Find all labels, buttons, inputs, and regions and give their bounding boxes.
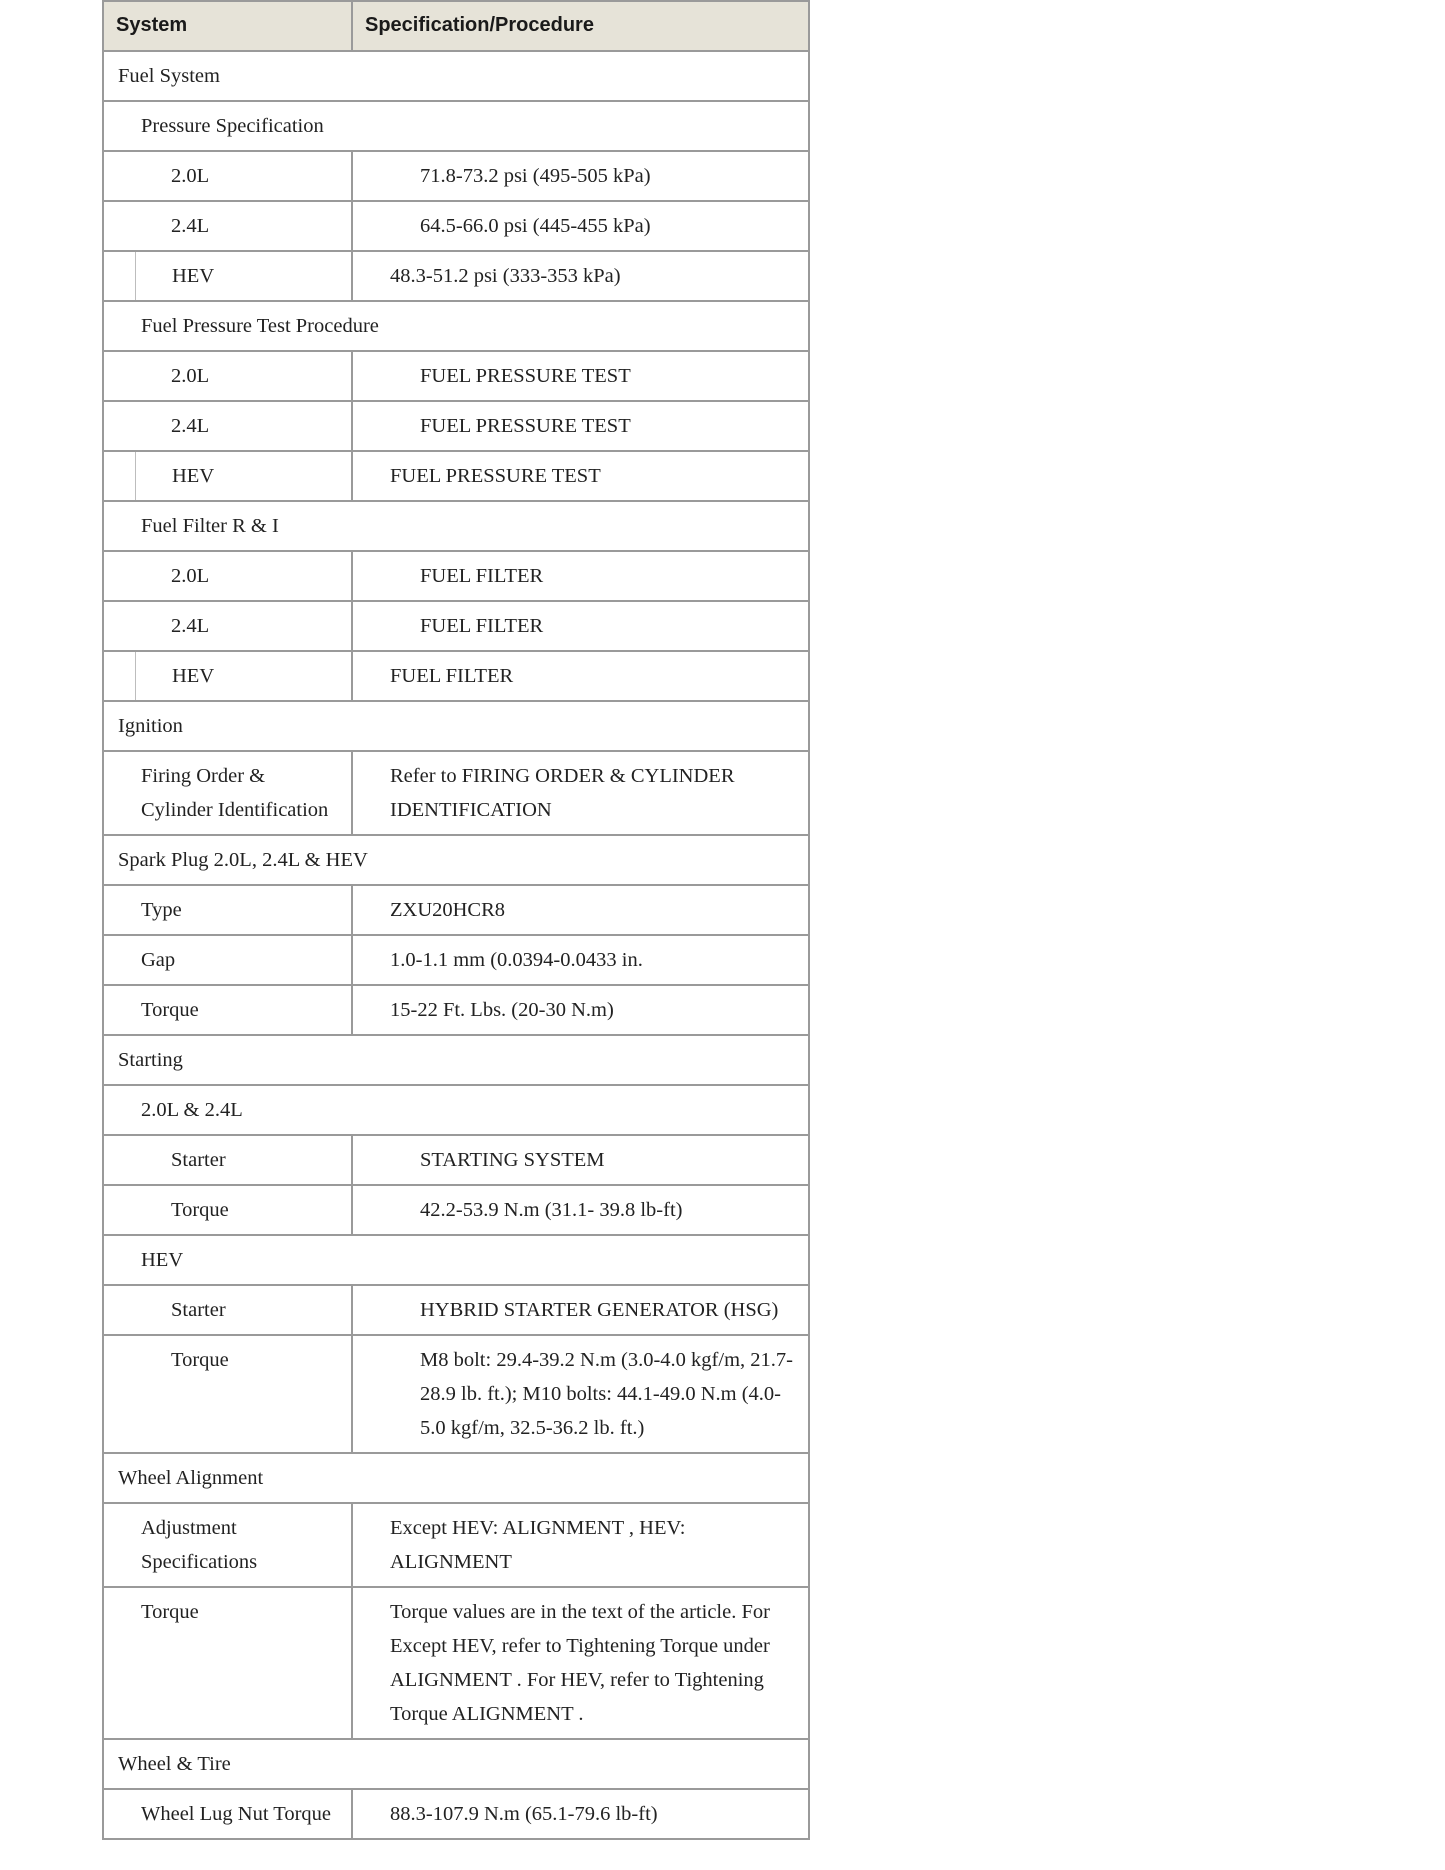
section-label: Ignition (103, 701, 809, 751)
system-label: 2.4L (103, 401, 352, 451)
table-row (103, 551, 809, 601)
system-label: Wheel Lug Nut Torque (103, 1789, 352, 1839)
table-row (103, 201, 809, 251)
spec-value: FUEL PRESSURE TEST (352, 401, 809, 451)
table-row (103, 1285, 809, 1335)
system-label: Starter (103, 1285, 352, 1335)
spec-value: 42.2-53.9 N.m (31.1- 39.8 lb-ft) (352, 1185, 809, 1235)
system-cell (103, 251, 352, 301)
spec-value: 71.8-73.2 psi (495-505 kPa) (352, 151, 809, 201)
spec-value: HYBRID STARTER GENERATOR (HSG) (352, 1285, 809, 1335)
spec-value: 48.3-51.2 psi (333-353 kPa) (352, 251, 809, 301)
table-row (103, 1789, 809, 1839)
system-label: Gap (103, 935, 352, 985)
spec-value: FUEL FILTER (352, 551, 809, 601)
table-row (103, 401, 809, 451)
section-row (103, 701, 809, 751)
table-row (103, 1135, 809, 1185)
table-row (103, 451, 809, 501)
system-label: Type (103, 885, 352, 935)
table-row (103, 651, 809, 701)
spec-value: Except HEV: ALIGNMENT , HEV: ALIGNMENT (352, 1503, 809, 1587)
spec-value: FUEL FILTER (352, 651, 809, 701)
system-label: Torque (103, 1587, 352, 1739)
section-label: 2.0L & 2.4L (103, 1085, 809, 1135)
system-label: Torque (103, 1335, 352, 1453)
table-row (103, 251, 809, 301)
section-label: Fuel Pressure Test Procedure (103, 301, 809, 351)
spec-value: FUEL PRESSURE TEST (352, 451, 809, 501)
table-row (103, 1335, 809, 1453)
table-row (103, 1587, 809, 1739)
section-row (103, 501, 809, 551)
system-cell (103, 451, 352, 501)
section-label: Wheel & Tire (103, 1739, 809, 1789)
indent-gutter (104, 452, 136, 500)
spec-value: ZXU20HCR8 (352, 885, 809, 935)
system-label: 2.4L (103, 601, 352, 651)
table-row (103, 351, 809, 401)
spec-value: 15-22 Ft. Lbs. (20-30 N.m) (352, 985, 809, 1035)
table-row (103, 751, 809, 835)
system-label: HEV (172, 665, 215, 687)
system-label: HEV (172, 465, 215, 487)
section-label: Fuel System (103, 51, 809, 101)
spec-value: 88.3-107.9 N.m (65.1-79.6 lb-ft) (352, 1789, 809, 1839)
system-label: Torque (103, 985, 352, 1035)
system-label: Torque (103, 1185, 352, 1235)
section-row (103, 1085, 809, 1135)
table-row (103, 1185, 809, 1235)
spec-value: 1.0-1.1 mm (0.0394-0.0433 in. (352, 935, 809, 985)
spec-value: Refer to FIRING ORDER & CYLINDER IDENTIFICATION (352, 751, 809, 835)
table-row (103, 935, 809, 985)
spec-value: Torque values are in the text of the article. For Except HEV, refer to Tightening Torque under ALIGNMENT . For HEV, refer to Tightening Torque ALIGNMENT . (352, 1587, 809, 1739)
spec-value: FUEL FILTER (352, 601, 809, 651)
section-label: Starting (103, 1035, 809, 1085)
table-row (103, 885, 809, 935)
indent-gutter (104, 652, 136, 700)
spec-table-body (103, 51, 809, 1839)
system-label: 2.4L (103, 201, 352, 251)
table-row (103, 1503, 809, 1587)
section-label: HEV (103, 1235, 809, 1285)
section-row (103, 1235, 809, 1285)
spec-value: M8 bolt: 29.4-39.2 N.m (3.0-4.0 kgf/m, 21.7-28.9 lb. ft.); M10 bolts: 44.1-49.0 N.m (4.0-5.0 kgf/m, 32.5-36.2 lb. ft.) (352, 1335, 809, 1453)
system-label: Firing Order & Cylinder Identification (103, 751, 352, 835)
system-label: 2.0L (103, 551, 352, 601)
section-row (103, 301, 809, 351)
section-label: Pressure Specification (103, 101, 809, 151)
spec-table (102, 0, 810, 1840)
system-cell (103, 651, 352, 701)
system-label: Starter (103, 1135, 352, 1185)
section-row (103, 101, 809, 151)
section-label: Wheel Alignment (103, 1453, 809, 1503)
column-header-specification: Specification/Procedure (352, 1, 809, 51)
table-row (103, 601, 809, 651)
section-row (103, 1453, 809, 1503)
system-label: Adjustment Specifications (103, 1503, 352, 1587)
system-label: 2.0L (103, 351, 352, 401)
column-header-system: System (103, 1, 352, 51)
indent-gutter (104, 252, 136, 300)
table-row (103, 151, 809, 201)
system-label: HEV (172, 265, 215, 287)
section-row (103, 1739, 809, 1789)
spec-value: FUEL PRESSURE TEST (352, 351, 809, 401)
system-label: 2.0L (103, 151, 352, 201)
table-row (103, 985, 809, 1035)
spec-value: 64.5-66.0 psi (445-455 kPa) (352, 201, 809, 251)
section-label: Spark Plug 2.0L, 2.4L & HEV (103, 835, 809, 885)
section-row (103, 1035, 809, 1085)
section-row (103, 51, 809, 101)
spec-value: STARTING SYSTEM (352, 1135, 809, 1185)
section-row (103, 835, 809, 885)
table-header-row (103, 1, 809, 51)
section-label: Fuel Filter R & I (103, 501, 809, 551)
